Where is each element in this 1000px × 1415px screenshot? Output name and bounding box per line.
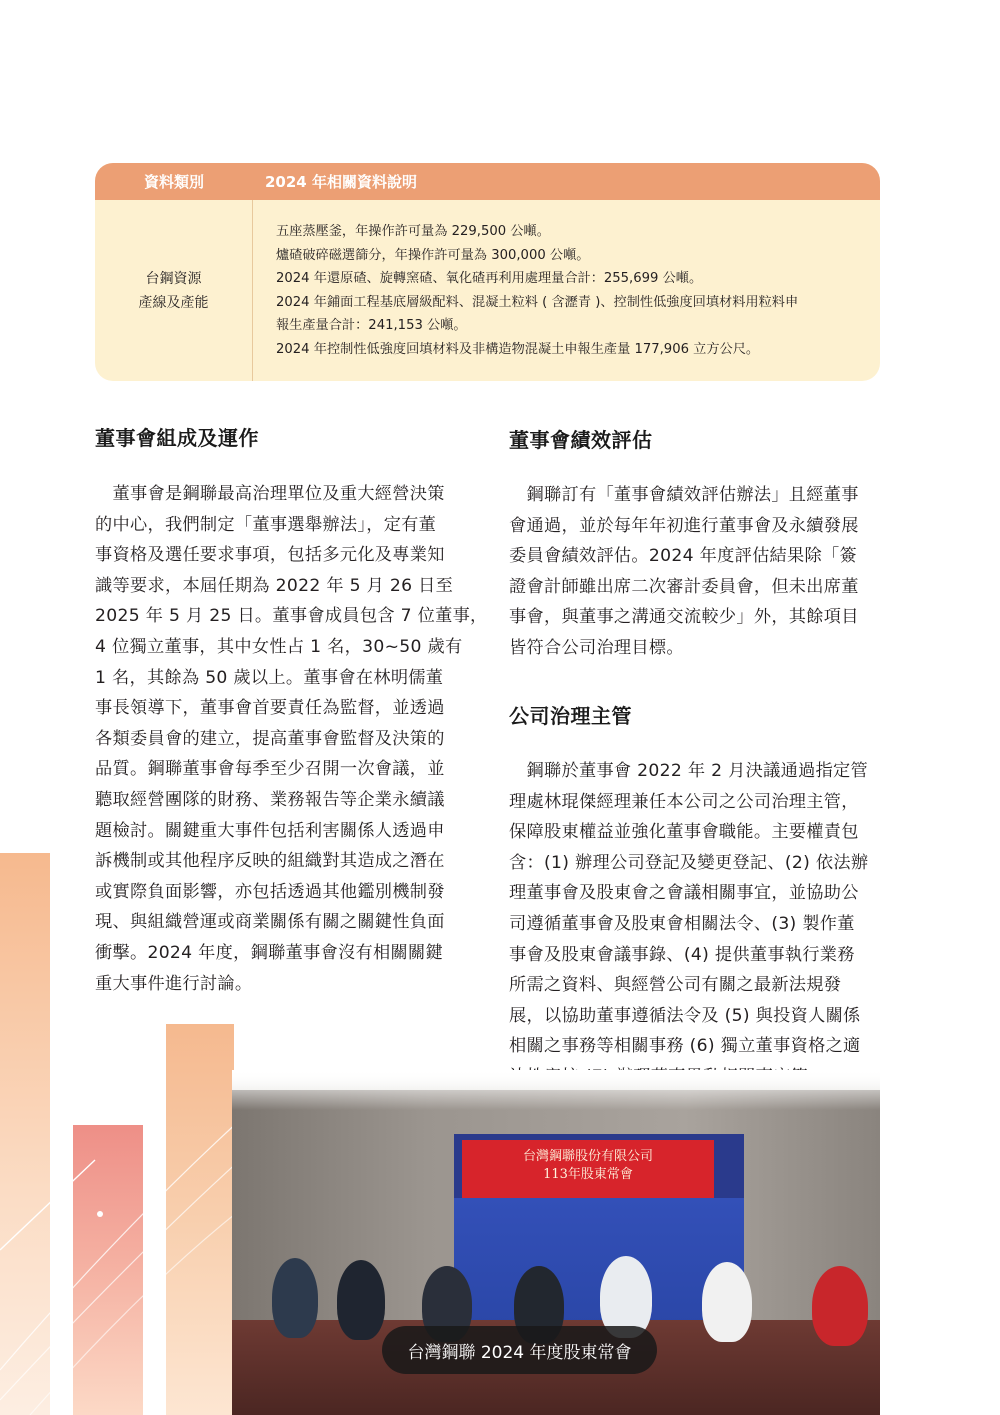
text-line: 含：(1) 辦理公司登記及變更登記、(2) 依法辦 bbox=[509, 852, 869, 873]
photo-person bbox=[272, 1258, 318, 1338]
table-header bbox=[95, 163, 880, 200]
text-line: 事長領導下，董事會首要責任為監督，並透過 bbox=[95, 698, 445, 719]
text-line: 相關之事務等相關事務 (6) 獨立董事資格之適 bbox=[509, 1036, 861, 1057]
performance-evaluation-paragraph bbox=[509, 480, 859, 664]
meeting-banner bbox=[462, 1140, 714, 1198]
text-line: 各類委員會的建立，提高董事會監督及決策的 bbox=[95, 728, 445, 749]
description-line: 五座蒸壓釜，年操作許可量為 229,500 公噸。 bbox=[276, 224, 550, 239]
text-line: 題檢討。關鍵重大事件包括利害關係人透過申 bbox=[95, 820, 445, 841]
text-line: 事會，與董事之溝通交流較少」外，其餘項目 bbox=[509, 607, 859, 628]
text-line: 事會及股東會議事錄、(4) 提供董事執行業務 bbox=[509, 944, 855, 965]
photo-caption: 台灣鋼聯 2024 年度股東常會 bbox=[382, 1326, 657, 1374]
description-line: 2024 年還原碴、旋轉窯碴、氧化碴再利用處理量合計：255,699 公噸。 bbox=[276, 271, 703, 287]
text-line: 會通過，並於每年年初進行董事會及永續發展 bbox=[509, 515, 859, 536]
text-line: 委員會績效評估。2024 年度評估結果除「簽 bbox=[509, 546, 857, 567]
text-line: 理處林琨傑經理兼任本公司之公司治理主管， bbox=[509, 791, 859, 812]
text-line: 鋼聯訂有「董事會績效評估辦法」且經董事 bbox=[509, 485, 859, 505]
governance-officer-paragraph bbox=[509, 756, 868, 1093]
board-composition-heading: 董事會組成及運作 bbox=[95, 426, 259, 450]
banner-company: 台灣鋼聯股份有限公司 bbox=[522, 1149, 653, 1164]
text-line: 所需之資料、與經營公司有關之最新法規發 bbox=[509, 975, 842, 996]
category-line: 台鋼資源 bbox=[145, 270, 202, 287]
description-line: 2024 年控制性低強度回填材料及非構造物混凝土申報生產量 177,906 立方公尺。 bbox=[276, 341, 760, 357]
decorative-curves bbox=[0, 1040, 240, 1415]
board-composition-paragraph bbox=[95, 479, 488, 999]
table-row bbox=[95, 200, 880, 381]
text-line: 董事會是鋼聯最高治理單位及重大經營決策 bbox=[95, 484, 445, 504]
banner-meeting: 113年股東常會 bbox=[543, 1167, 633, 1182]
performance-evaluation-heading: 董事會績效評估 bbox=[509, 428, 653, 452]
photo-person bbox=[337, 1260, 385, 1340]
description-line: 2024 年鋪面工程基底層級配料、混凝土粒料 ( 含瀝青 )、控制性低強度回填材料用粒料申 bbox=[276, 294, 799, 310]
category-line: 產線及產能 bbox=[138, 294, 209, 311]
text-line: 保障股東權益並強化董事會職能。主要權責包 bbox=[509, 822, 859, 843]
resource-capacity-table bbox=[95, 163, 880, 381]
text-line: 證會計師雖出席二次審計委員會，但未出席董 bbox=[509, 576, 859, 597]
text-line: 展，以協助董事遵循法令及 (5) 與投資人關係 bbox=[509, 1005, 861, 1026]
text-line: 皆符合公司治理目標。 bbox=[509, 637, 684, 658]
text-line: 聽取經營團隊的財務、業務報告等企業永續議 bbox=[95, 789, 445, 810]
photo-fade bbox=[232, 1070, 880, 1110]
text-line: 理董事會及股東會之會議相關事宜，並協助公 bbox=[509, 883, 859, 904]
photo-screen bbox=[454, 1198, 744, 1324]
description-line: 報生產量合計：241,153 公噸。 bbox=[276, 318, 467, 334]
photo-person bbox=[702, 1262, 752, 1342]
row-category bbox=[95, 200, 253, 381]
governance-officer-heading: 公司治理主管 bbox=[509, 704, 632, 728]
text-line: 事資格及選任要求事項，包括多元化及專業知 bbox=[95, 545, 445, 566]
text-line: 品質。鋼聯董事會每季至少召開一次會議，並 bbox=[95, 759, 445, 780]
text-line: 1 名，其餘為 50 歲以上。董事會在林明儒董 bbox=[95, 667, 444, 688]
photo-person bbox=[812, 1266, 868, 1346]
text-line: 司遵循董事會及股東會相關法令、(3) 製作董 bbox=[509, 913, 855, 934]
row-description bbox=[253, 200, 798, 381]
text-line: 的中心，我們制定「董事選舉辦法」，定有董 bbox=[95, 514, 437, 535]
text-line: 重大事件進行討論。 bbox=[95, 973, 253, 994]
text-line: 4 位獨立董事，其中女性占 1 名，30~50 歲有 bbox=[95, 636, 463, 657]
text-line: 識等要求，本屆任期為 2022 年 5 月 26 日至 bbox=[95, 575, 454, 596]
text-line: 現、與組織營運或商業關係有關之關鍵性負面 bbox=[95, 912, 445, 933]
text-line: 訴機制或其他程序反映的組織對其造成之潛在 bbox=[95, 851, 445, 872]
header-description: 2024 年相關資料說明 bbox=[265, 173, 417, 191]
description-line: 爐碴破碎磁選篩分，年操作許可量為 300,000 公噸。 bbox=[276, 247, 590, 263]
text-line: 衝擊。2024 年度，鋼聯董事會沒有相關關鍵 bbox=[95, 942, 443, 963]
header-category: 資料類別 bbox=[143, 173, 204, 191]
text-line: 或實際負面影響，亦包括透過其他鑑別機制發 bbox=[95, 881, 445, 902]
text-line: 鋼聯於董事會 2022 年 2 月決議通過指定管 bbox=[509, 761, 869, 781]
text-line: 2025 年 5 月 25 日。董事會成員包含 7 位董事， bbox=[95, 606, 488, 627]
